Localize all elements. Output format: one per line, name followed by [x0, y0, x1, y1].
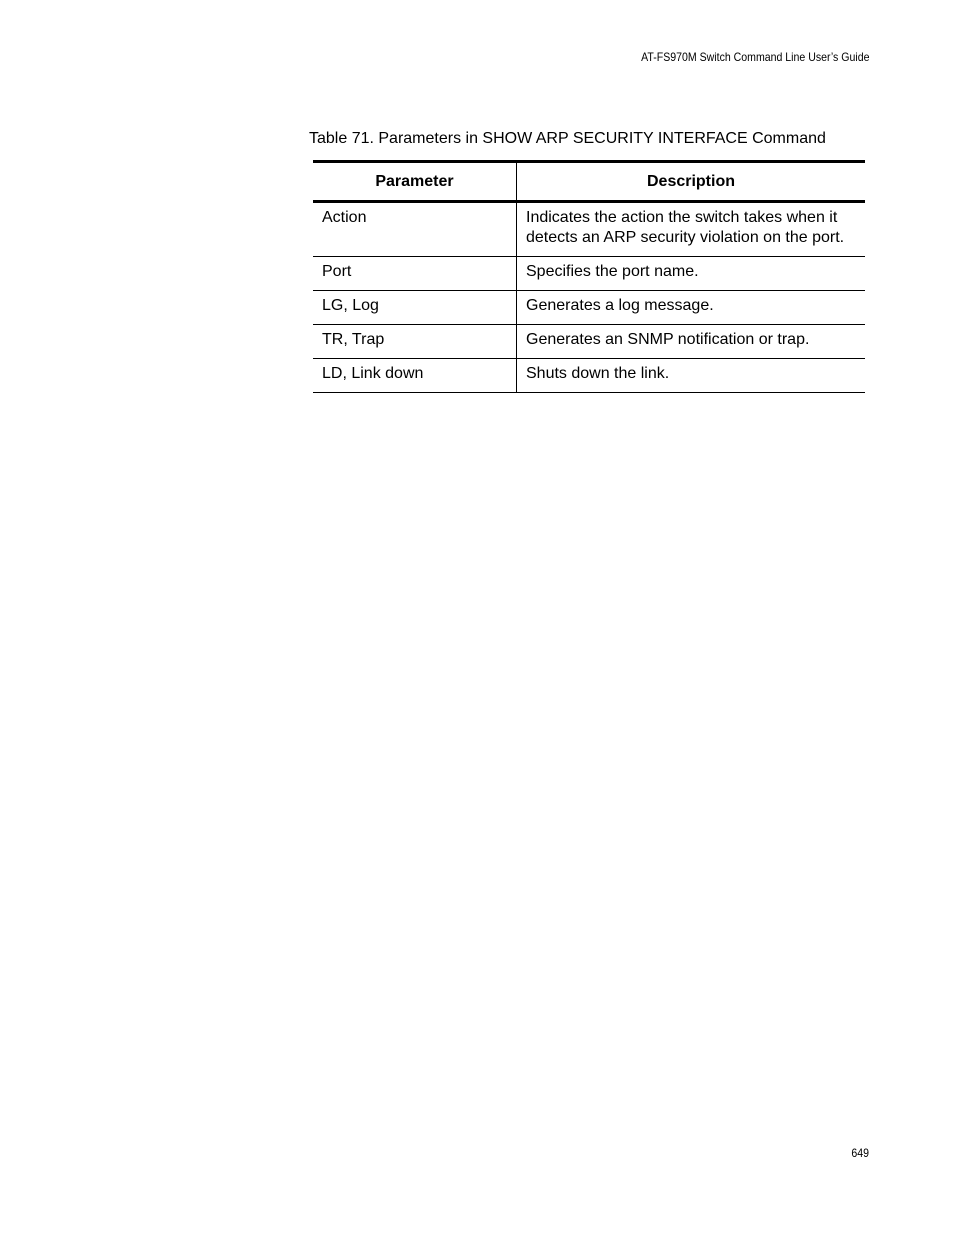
table-row: [313, 257, 865, 291]
description-cell: Shuts down the link.: [526, 365, 670, 382]
parameter-cell: Port: [313, 257, 517, 291]
table-row: [313, 291, 865, 325]
table-row: [313, 359, 865, 393]
description-cell: Specifies the port name.: [526, 263, 699, 280]
table-header-row: [313, 162, 865, 202]
description-cell: Generates an SNMP notification or trap.: [526, 331, 810, 348]
parameter-cell: LG, Log: [313, 291, 517, 325]
description-cell: Indicates the action the switch takes when it detects an ARP security violation on the port.: [526, 209, 845, 246]
parameter-cell: TR, Trap: [313, 325, 517, 359]
parameter-cell: Action: [313, 202, 517, 257]
table-caption: Table 71. Parameters in SHOW ARP SECURITY INTERFACE Command: [309, 130, 826, 147]
table-row: [313, 325, 865, 359]
page-number: 649: [851, 1146, 869, 1160]
column-header-description: Description: [646, 172, 735, 190]
parameters-table: [313, 160, 865, 393]
table-row: [313, 202, 865, 257]
description-cell: Generates a log message.: [526, 297, 714, 314]
column-header-parameter: Parameter: [313, 162, 517, 202]
parameter-cell: LD, Link down: [313, 359, 517, 393]
running-header: AT-FS970M Switch Command Line User’s Guide: [640, 50, 869, 64]
